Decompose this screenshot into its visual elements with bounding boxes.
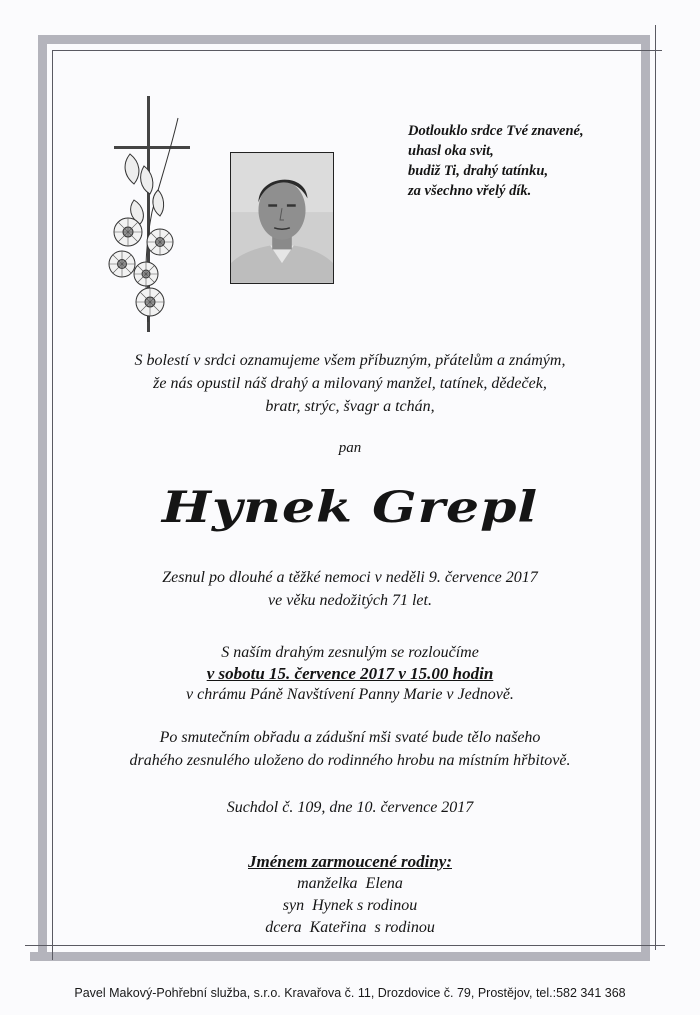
burial-line: drahého zesnulého uloženo do rodinného hrobu na místním hřbitově.	[129, 752, 571, 769]
announcement-line: bratr, strýc, švagr a tchán,	[265, 398, 435, 415]
verse-line: Dotlouklo srdce Tvé znavené,	[408, 123, 584, 139]
death-info-line: ve věku nedožitých 71 let.	[268, 592, 432, 609]
family-signature	[0, 851, 700, 939]
funeral-datetime: v sobotu 15. července 2017 v 15.00 hodin	[206, 664, 494, 683]
death-info	[0, 566, 700, 612]
burial-line: Po smutečním obřadu a zádušní mši svaté bude tělo našeho	[159, 729, 541, 746]
announcement-text	[0, 349, 700, 418]
funeral-line: S naším drahým zesnulým se rozloučíme	[221, 644, 479, 661]
verse-line: za všechno vřelý dík.	[408, 183, 532, 199]
funeral-service-footer: Pavel Makový-Pohřební služba, s.r.o. Kravařova č. 11, Drozdovice č. 79, Prostějov, tel.:582 341 368	[74, 986, 626, 1000]
death-info-line: Zesnul po dlouhé a těžké nemoci v neděli 9. července 2017	[162, 569, 538, 586]
family-member: dcera Kateřina s rodinou	[265, 919, 435, 936]
cross-with-flowers-icon	[100, 92, 200, 337]
burial-info	[0, 726, 700, 772]
title-word: pan	[338, 440, 362, 456]
deceased-name: Hynek Grepl	[161, 482, 539, 533]
verse-line: uhasl oka svit,	[408, 143, 494, 159]
funeral-info	[0, 642, 700, 705]
place-date: Suchdol č. 109, dne 10. července 2017	[226, 799, 474, 816]
verse-line: budiž Ti, drahý tatínku,	[408, 163, 549, 179]
portrait-photo	[230, 152, 334, 284]
memorial-verse	[408, 121, 678, 201]
announcement-line: S bolestí v srdci oznamujeme všem příbuzným, přátelům a známým,	[134, 352, 566, 369]
funeral-location: v chrámu Páně Navštívení Panny Marie v Jednově.	[186, 686, 514, 703]
family-heading: Jménem zarmoucené rodiny:	[248, 852, 452, 871]
announcement-line: že nás opustil náš drahý a milovaný manžel, tatínek, dědeček,	[153, 375, 547, 392]
family-member: manželka Elena	[297, 875, 403, 892]
family-member: syn Hynek s rodinou	[282, 897, 418, 914]
